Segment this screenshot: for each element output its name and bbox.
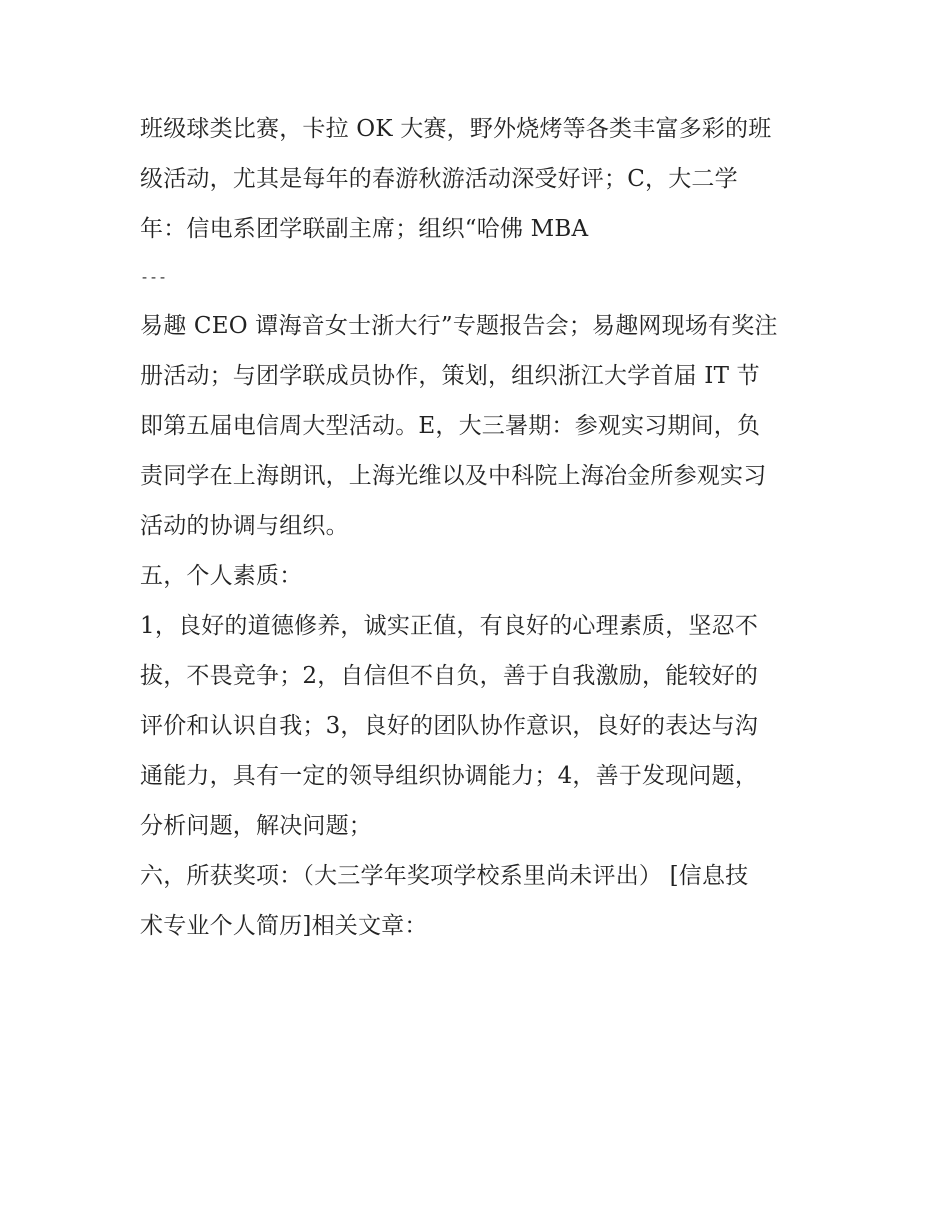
text-line: 分析问题，解决问题； [140, 813, 372, 839]
text-line: 班级球类比赛，卡拉 OK 大赛，野外烧烤等各类丰富多彩的班 [140, 116, 772, 142]
text-line: 评价和认识自我；3，良好的团队协作意识，良好的表达与沟 [140, 713, 759, 739]
text-line: 拔，不畏竞争；2，自信但不自负，善于自我激励，能较好的 [140, 663, 759, 689]
text-block-upper [140, 104, 830, 254]
text-line: 1，良好的道德修养，诚实正值，有良好的心理素质，坚忍不 [140, 613, 759, 639]
text-line: 册活动；与团学联成员协作，策划，组织浙江大学首届 IT 节 [140, 363, 760, 389]
section-heading: 五，个人素质： [140, 563, 303, 589]
text-line: 即第五届电信周大型活动。E，大三暑期：参观实习期间，负 [140, 413, 761, 439]
text-line: 责同学在上海朗讯，上海光维以及中科院上海冶金所参观实习 [140, 463, 767, 489]
text-line: 活动的协调与组织。 [140, 513, 349, 539]
text-line: 术专业个人简历]相关文章： [140, 913, 428, 939]
text-line: 六，所获奖项：（大三学年奖项学校系里尚未评出） [信息技 [140, 863, 749, 889]
text-line: 易趣 CEO 谭海音女士浙大行”专题报告会；易趣网现场有奖注 [140, 313, 778, 339]
text-block-lower [140, 301, 830, 951]
page-separator: --- [140, 268, 168, 286]
text-line: 级活动，尤其是每年的春游秋游活动深受好评；C，大二学 [140, 166, 738, 192]
text-line: 通能力，具有一定的领导组织协调能力；4，善于发现问题， [140, 763, 759, 789]
text-line: 年：信电系团学联副主席；组织“哈佛 MBA [140, 216, 589, 242]
